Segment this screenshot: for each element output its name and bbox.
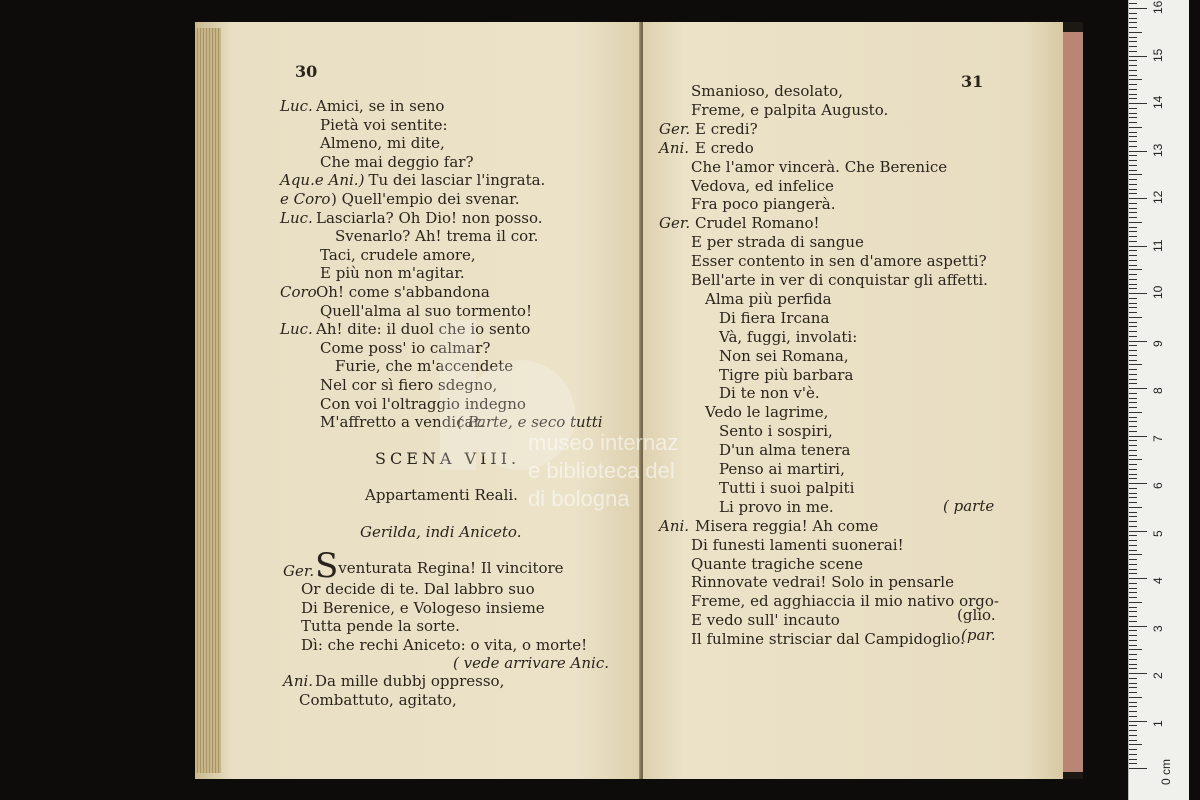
- ruler-tick: [1129, 174, 1142, 175]
- ruler-tick: [1129, 626, 1147, 627]
- verse-line: Freme, ed agghiaccia il mio nativo orgo-: [691, 592, 999, 611]
- ruler-tick: [1129, 588, 1137, 589]
- ruler-number: 11: [1151, 239, 1165, 252]
- verse-line: Và, fuggi, involati:: [719, 327, 858, 346]
- ruler-tick: [1129, 231, 1137, 232]
- speaker-label: Luc.: [280, 208, 313, 227]
- verse-line: venturata Regina! Il vincitore: [338, 559, 564, 577]
- verse-line: Amici, se in seno: [316, 97, 445, 115]
- ruler-number: 15: [1151, 48, 1165, 62]
- ruler-number: 2: [1151, 672, 1165, 679]
- ruler-tick: [1129, 293, 1147, 294]
- ruler-tick: [1129, 393, 1137, 394]
- ruler-tick: [1129, 89, 1137, 90]
- ruler-tick: [1129, 208, 1137, 209]
- ruler-tick: [1129, 421, 1137, 422]
- ruler-tick: [1129, 350, 1137, 351]
- ruler-tick: [1129, 298, 1137, 299]
- ruler-tick: [1129, 250, 1137, 251]
- verse-line: Alma più perfida: [705, 289, 832, 308]
- verse-line: Non sei Romana,: [719, 346, 849, 365]
- ruler-tick: [1129, 160, 1137, 161]
- ruler-tick: [1129, 402, 1137, 403]
- ruler-tick: [1129, 41, 1137, 42]
- ruler-tick: [1129, 56, 1147, 57]
- ruler-tick: [1129, 564, 1137, 565]
- stage-direction: (par.: [961, 626, 996, 644]
- verse-line: Misera reggia! Ah come: [695, 516, 879, 535]
- ruler-tick: [1129, 303, 1137, 304]
- book-cover-edge: [1063, 32, 1083, 772]
- ruler-tick: [1129, 117, 1137, 118]
- ruler-tick: [1129, 706, 1137, 707]
- ruler-tick: [1129, 464, 1137, 465]
- ruler-tick: [1129, 170, 1137, 171]
- ruler-tick: [1129, 502, 1137, 503]
- ruler-tick: [1129, 269, 1142, 270]
- verse-line: Il fulmine strisciar dal Campidoglio.: [691, 630, 965, 649]
- ruler-tick: [1129, 155, 1137, 156]
- ruler-tick: [1129, 98, 1137, 99]
- ruler-tick: [1129, 521, 1137, 522]
- ruler-tick: [1129, 597, 1137, 598]
- ruler-tick: [1129, 255, 1137, 256]
- ruler-tick: [1129, 407, 1137, 408]
- ruler-tick: [1129, 60, 1137, 61]
- ruler-tick: [1129, 113, 1137, 114]
- ruler-tick: [1129, 683, 1137, 684]
- scene-setting: Appartamenti Reali.: [365, 486, 518, 504]
- ruler-tick: [1129, 554, 1142, 555]
- verse-line: Nel cor sì fiero sdegno,: [320, 376, 498, 394]
- ruler-tick: [1129, 545, 1137, 546]
- ruler-tick: [1129, 445, 1137, 446]
- verse-line: Di te non v'è.: [719, 384, 820, 403]
- speaker-label: Aqu.e Ani.): [280, 171, 365, 190]
- verse-line: Combattuto, agitato,: [299, 690, 457, 709]
- ruler-tick: [1129, 146, 1137, 147]
- ruler-tick: [1129, 550, 1137, 551]
- ruler-tick: [1129, 659, 1137, 660]
- ruler-tick: [1129, 151, 1147, 152]
- ruler-tick: [1129, 436, 1147, 437]
- ruler-tick: [1129, 136, 1137, 137]
- ruler-tick: [1129, 616, 1137, 617]
- left-page: [195, 22, 641, 779]
- ruler-tick: [1129, 317, 1142, 318]
- ruler-tick: [1129, 189, 1137, 190]
- ruler-tick: [1129, 526, 1137, 527]
- verse-line: Quante tragiche scene: [691, 554, 863, 573]
- ruler-tick: [1129, 32, 1142, 33]
- verse-line: Oh! come s'abbandona: [316, 283, 490, 301]
- ruler-tick: [1129, 37, 1137, 38]
- ruler-tick: [1129, 668, 1137, 669]
- ruler-tick: [1129, 8, 1147, 9]
- verse-line: D'un alma tenera: [719, 441, 851, 460]
- watermark-text: e biblioteca del: [528, 458, 675, 483]
- line-continuation: (glio.: [957, 606, 996, 624]
- verse-line: Or decide di te. Dal labbro suo: [301, 580, 535, 598]
- ruler-tick: [1129, 702, 1137, 703]
- speaker-label: Ani.: [659, 516, 690, 535]
- ruler-tick: [1129, 493, 1137, 494]
- watermark-text: museo internaz: [528, 430, 679, 455]
- ruler-tick: [1129, 417, 1137, 418]
- ruler-tick: [1129, 569, 1137, 570]
- ruler-tick: [1129, 602, 1142, 603]
- ruler-tick: [1129, 459, 1142, 460]
- ruler-tick: [1129, 673, 1147, 674]
- ruler-tick: [1129, 103, 1147, 104]
- ruler-tick: [1129, 483, 1147, 484]
- verse-line: Tutti i suoi palpiti: [719, 478, 855, 497]
- ruler-tick: [1129, 379, 1137, 380]
- ruler-tick: [1129, 573, 1137, 574]
- ruler-tick: [1129, 355, 1137, 356]
- scene-characters: Gerilda, indi Aniceto.: [360, 523, 522, 541]
- ruler-tick: [1129, 236, 1137, 237]
- ruler-tick: [1129, 440, 1137, 441]
- ruler-tick: [1129, 184, 1137, 185]
- ruler-tick: [1129, 288, 1137, 289]
- ruler-tick: [1129, 127, 1142, 128]
- verse-line: Smanioso, desolato,: [691, 82, 843, 100]
- ruler-tick: [1129, 512, 1137, 513]
- stage-direction: ( vede arrivare Anic.: [453, 654, 609, 672]
- verse-line: Tigre più barbara: [719, 365, 854, 384]
- ruler-tick: [1129, 84, 1137, 85]
- ruler-tick: [1129, 246, 1147, 247]
- speaker-label: Ani.: [283, 672, 314, 690]
- ruler-tick: [1129, 79, 1142, 80]
- ruler-number: 12: [1151, 190, 1165, 204]
- speaker-label: Ger.: [659, 119, 691, 138]
- ruler-number: 16: [1151, 0, 1165, 14]
- ruler-number: 5: [1151, 529, 1165, 537]
- ruler-tick: [1129, 507, 1142, 508]
- verse-line: Dì: che rechi Aniceto: o vita, o morte!: [301, 635, 588, 654]
- ruler-tick: [1129, 193, 1137, 194]
- ruler-tick: [1129, 217, 1137, 218]
- ruler-tick: [1129, 740, 1137, 741]
- verse-line: Che mai deggio far?: [320, 152, 474, 171]
- speaker-label: Ger.: [283, 562, 315, 580]
- ruler-tick: [1129, 592, 1137, 593]
- ruler-number: 3: [1151, 624, 1165, 632]
- verse-line: Fra poco piangerà.: [691, 195, 836, 214]
- ruler-tick: [1129, 578, 1147, 579]
- ruler-tick: [1129, 265, 1137, 266]
- speaker-label: Luc.: [280, 320, 313, 339]
- speaker-label: Ani.: [659, 138, 690, 157]
- ruler-tick: [1129, 516, 1137, 517]
- ruler-tick: [1129, 22, 1137, 23]
- verse-line: Vedo le lagrime,: [705, 403, 829, 422]
- ruler-tick: [1129, 687, 1137, 688]
- ruler-tick: [1129, 426, 1137, 427]
- ruler-tick: [1129, 768, 1147, 769]
- ruler-tick: [1129, 132, 1137, 133]
- ruler-tick: [1129, 203, 1137, 204]
- verse-line: E vedo sull' incauto: [691, 611, 840, 630]
- ruler-tick: [1129, 412, 1142, 413]
- verse-line: Penso ai martiri,: [719, 460, 845, 478]
- ruler-tick: [1129, 312, 1137, 313]
- verse-line: E credi?: [695, 119, 758, 138]
- ruler-tick: [1129, 721, 1147, 722]
- ruler-tick: [1129, 94, 1137, 95]
- ruler-tick: [1129, 469, 1137, 470]
- ruler-tick: [1129, 331, 1137, 332]
- ruler-tick: [1129, 212, 1137, 213]
- verse-line: Taci, crudele amore,: [320, 245, 476, 264]
- scene-heading: SCENA VIII.: [375, 449, 521, 468]
- ruler-tick: [1129, 431, 1137, 432]
- ruler-tick: [1129, 122, 1137, 123]
- drop-cap: S: [315, 546, 339, 586]
- ruler-tick: [1129, 649, 1142, 650]
- ruler-unit-label: 0 cm: [1159, 758, 1173, 785]
- ruler-tick: [1129, 611, 1137, 612]
- ruler-number: 7: [1151, 434, 1165, 442]
- ruler-tick: [1129, 279, 1137, 280]
- ruler-tick: [1129, 531, 1147, 532]
- ruler-tick: [1129, 374, 1137, 375]
- ruler-tick: [1129, 70, 1137, 71]
- ruler-tick: [1129, 274, 1137, 275]
- verse-line: E per strada di sangue: [691, 233, 864, 252]
- ruler-tick: [1129, 75, 1137, 76]
- stage-direction: ( parte: [943, 497, 995, 515]
- ruler-tick: [1129, 198, 1147, 199]
- page-edges: [195, 28, 221, 773]
- ruler-tick: [1129, 455, 1137, 456]
- verse-line: Di Berenice, e Vologeso insieme: [301, 598, 545, 617]
- ruler-tick: [1129, 369, 1137, 370]
- ruler-tick: [1129, 383, 1137, 384]
- speaker-label: Coro: [280, 283, 317, 301]
- ruler-tick: [1129, 27, 1137, 28]
- ruler-tick: [1129, 227, 1137, 228]
- ruler-number: 9: [1151, 339, 1165, 347]
- ruler-tick: [1129, 341, 1147, 342]
- ruler-tick: [1129, 222, 1142, 223]
- verse-line: Freme, e palpita Augusto.: [691, 100, 889, 119]
- ruler-tick: [1129, 51, 1137, 52]
- verse-line: Pietà voi sentite:: [320, 115, 448, 134]
- page-number-left: 30: [295, 62, 318, 81]
- ruler-tick: [1129, 725, 1137, 726]
- ruler-tick: [1129, 108, 1137, 109]
- ruler-number: 10: [1151, 285, 1165, 299]
- ruler-tick: [1129, 559, 1137, 560]
- ruler-tick: [1129, 730, 1137, 731]
- verse-line: Lasciarla? Oh Dio! non posso.: [316, 208, 543, 227]
- verse-line: Vedova, ed infelice: [691, 176, 834, 195]
- ruler-tick: [1129, 692, 1137, 693]
- ruler-tick: [1129, 179, 1137, 180]
- verse-line: Tu dei lasciar l'ingrata.: [368, 171, 546, 190]
- ruler-tick: [1129, 678, 1137, 679]
- ruler-tick: [1129, 583, 1137, 584]
- ruler-tick: [1129, 307, 1137, 308]
- verse-line: Da mille dubbj oppresso,: [315, 672, 505, 690]
- verse-line: Ah! dite: il duol che io sento: [316, 320, 531, 339]
- ruler-tick: [1129, 735, 1137, 736]
- verse-line: Che l'amor vincerà. Che Berenice: [691, 157, 948, 176]
- verse-line: Quell'alma al suo tormento!: [320, 301, 532, 320]
- ruler-tick: [1129, 326, 1137, 327]
- ruler-tick: [1129, 640, 1137, 641]
- page-number-right: 31: [961, 72, 984, 91]
- ruler-tick: [1129, 535, 1137, 536]
- ruler-tick: [1129, 322, 1137, 323]
- ruler-number: 8: [1151, 387, 1165, 394]
- ruler-tick: [1129, 645, 1137, 646]
- ruler-tick: [1129, 241, 1137, 242]
- open-book: [195, 22, 1083, 779]
- ruler-tick: [1129, 364, 1142, 365]
- ruler-tick: [1129, 488, 1137, 489]
- stage-direction: ( Parte, e seco tutti: [457, 413, 603, 431]
- ruler-tick: [1129, 260, 1137, 261]
- ruler-tick: [1129, 18, 1137, 19]
- ruler-tick: [1129, 450, 1137, 451]
- ruler-tick: [1129, 621, 1137, 622]
- verse-line: ) Quell'empio dei svenar.: [331, 190, 520, 208]
- verse-line: Furie, che m'accendete: [335, 357, 514, 376]
- ruler-tick: [1129, 165, 1137, 166]
- ruler-tick: [1129, 711, 1137, 712]
- ruler-tick: [1129, 284, 1137, 285]
- verse-line: Esser contento in sen d'amore aspetti?: [691, 252, 987, 271]
- verse-line: Sento i sospiri,: [719, 422, 833, 441]
- ruler-number: 6: [1151, 482, 1165, 489]
- ruler-tick: [1129, 336, 1137, 337]
- ruler-tick: [1129, 697, 1142, 698]
- verse-line: Tutta pende la sorte.: [301, 617, 460, 636]
- verse-line: E più non m'agitar.: [320, 264, 465, 283]
- verse-line: Come poss' io calmar?: [320, 338, 491, 357]
- ruler-tick: [1129, 345, 1137, 346]
- measurement-ruler: [1128, 0, 1189, 800]
- verse-line: Svenarlo? Ah! trema il cor.: [335, 227, 539, 246]
- verse-line: Rinnovate vedrai! Solo in pensarle: [691, 573, 954, 592]
- ruler-tick: [1129, 664, 1137, 665]
- verse-line: E credo: [695, 138, 754, 157]
- ruler-tick: [1129, 497, 1137, 498]
- ruler-tick: [1129, 635, 1137, 636]
- ruler-tick: [1129, 478, 1137, 479]
- ruler-number: 1: [1151, 719, 1165, 727]
- speaker-label: e Coro: [280, 190, 331, 208]
- ruler-number: 14: [1151, 95, 1165, 109]
- verse-line: Di fiera Ircana: [719, 308, 830, 327]
- verse-line: Di funesti lamenti suonerai!: [691, 535, 904, 554]
- ruler-tick: [1129, 388, 1147, 389]
- verse-line: Bell'arte in ver di conquistar gli affetti.: [691, 271, 988, 289]
- speaker-label: Ger.: [659, 214, 691, 233]
- ruler-number: 4: [1151, 577, 1165, 584]
- ruler-tick: [1129, 3, 1137, 4]
- ruler-tick: [1129, 630, 1137, 631]
- ruler-tick: [1129, 65, 1137, 66]
- ruler-tick: [1129, 759, 1137, 760]
- ruler-tick: [1129, 360, 1137, 361]
- verse-line: Crudel Romano!: [695, 214, 820, 233]
- ruler-tick: [1129, 607, 1137, 608]
- watermark-text: di bologna: [528, 486, 630, 511]
- verse-line: Li provo in me.: [719, 497, 834, 516]
- ruler-tick: [1129, 754, 1137, 755]
- ruler-tick: [1129, 540, 1137, 541]
- right-page: [643, 22, 1063, 779]
- ruler-tick: [1129, 141, 1137, 142]
- ger-first-line: [315, 546, 564, 586]
- ruler-tick: [1129, 763, 1137, 764]
- ruler-tick: [1129, 744, 1142, 745]
- ruler-tick: [1129, 13, 1137, 14]
- verse-line: Almeno, mi dite,: [320, 134, 445, 153]
- ruler-tick: [1129, 474, 1137, 475]
- ruler-tick: [1129, 654, 1137, 655]
- verse-line: M'affretto a vendicar.: [320, 413, 484, 432]
- speaker-label: Luc.: [280, 97, 313, 115]
- ruler-tick: [1129, 716, 1137, 717]
- verse-line: Con voi l'oltraggio indegno: [320, 394, 526, 413]
- ruler-tick: [1129, 749, 1137, 750]
- ruler-number: 13: [1151, 143, 1165, 157]
- ruler-tick: [1129, 46, 1137, 47]
- ruler-tick: [1129, 398, 1137, 399]
